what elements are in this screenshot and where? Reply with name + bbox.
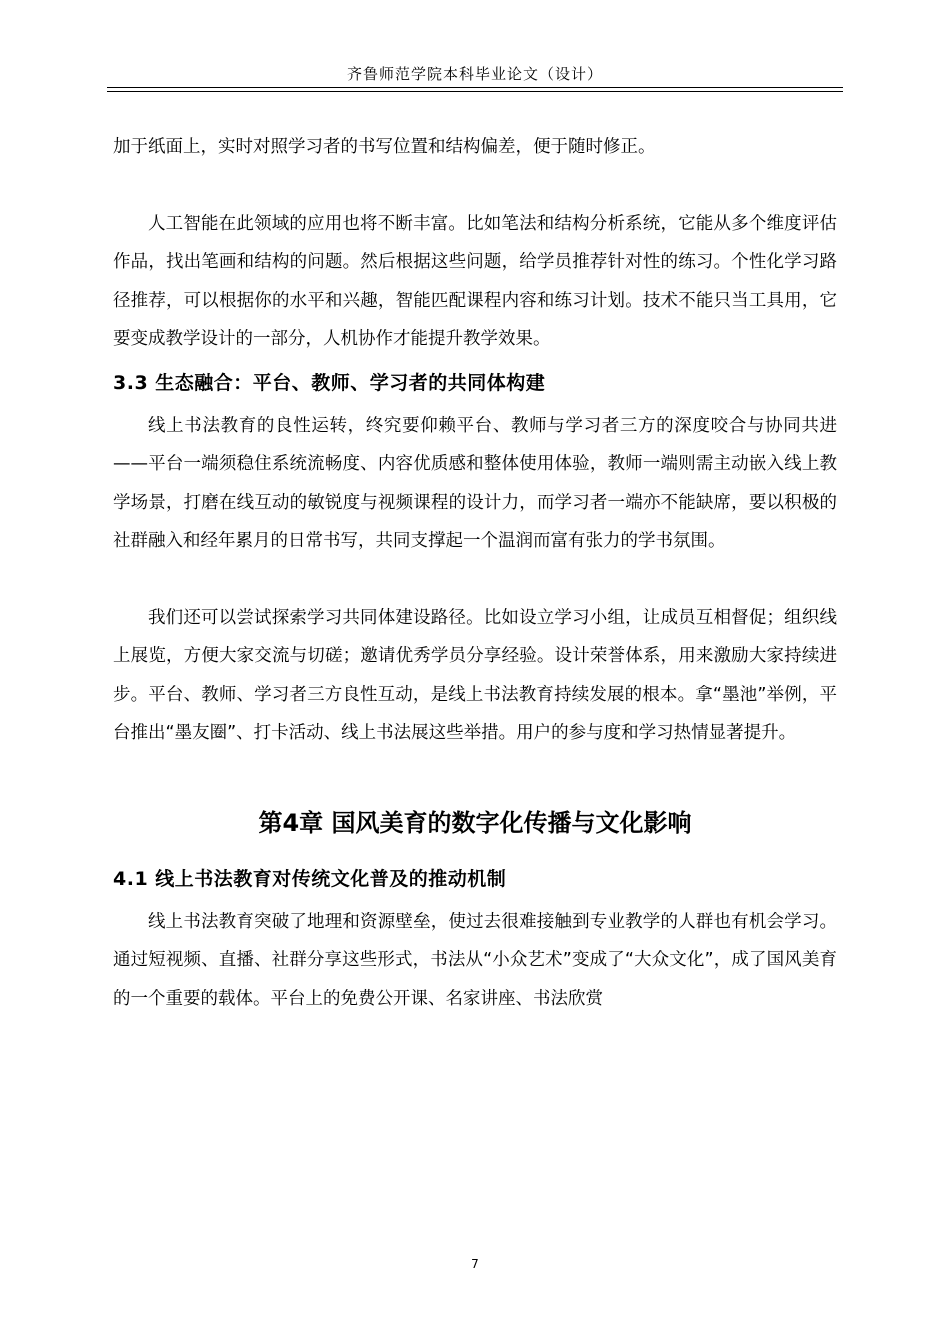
page-body — [113, 128, 837, 1018]
paragraph-ai-application: 人工智能在此领域的应用也将不断丰富。比如笔法和结构分析系统，它能从多个维度评估作品，找出笔画和结构的问题。然后根据这些问题，给学员推荐针对性的练习。个性化学习路径推荐，可以根据你的水平和兴趣，智能匹配课程内容和练习计划。技术不能只当工具用，它要变成教学设计的一部分，人机协作才能提升教学效果。 — [113, 213, 837, 349]
running-header: 齐鲁师范学院本科毕业论文（设计） — [346, 65, 603, 83]
section-heading-4-1: 4.1 线上书法教育对传统文化普及的推动机制 — [113, 867, 507, 890]
paragraph-gap — [113, 167, 837, 205]
paragraph-community: 我们还可以尝试探索学习共同体建设路径。比如设立学习小组，让成员互相督促；组织线上展览，方便大家交流与切磋；邀请优秀学员分享经验。设计荣誉体系，用来激励大家持续进步。平台、教师、学习者三方良性互动，是线上书法教育持续发展的根本。拿“墨池”举例，平台推出“墨友圈”、打卡活动、线上书法展这些举措。用户的参与度和学习热情显著提升。 — [113, 607, 837, 743]
paragraph-promotion-mechanism: 线上书法教育突破了地理和资源壁垒，使过去很难接触到专业教学的人群也有机会学习。通过短视频、直播、社群分享这些形式，书法从“小众艺术”变成了“大众文化”，成了国风美育的一个重要的载体。平台上的免费公开课、名家讲座、书法欣赏 — [113, 911, 837, 1009]
paragraph-continuation: 加于纸面上，实时对照学习者的书写位置和结构偏差，便于随时修正。 — [113, 137, 656, 157]
paragraph-ecosystem: 线上书法教育的良性运转，终究要仰赖平台、教师与学习者三方的深度咬合与协同共进——平台一端须稳住系统流畅度、内容优质感和整体使用体验，教师一端则需主动嵌入线上教学场景，打磨在线互动的敏锐度与视频课程的设计力，而学习者一端亦不能缺席，要以积极的社群融入和经年累月的日常书写，共同支撑起一个温润而富有张力的学书氛围。 — [113, 415, 837, 551]
header-rule-thin — [107, 91, 843, 92]
header-rule — [107, 87, 843, 88]
section-heading-3-3: 3.3 生态融合：平台、教师、学习者的共同体构建 — [113, 371, 546, 394]
page-number: 7 — [471, 1257, 479, 1271]
paragraph-gap — [113, 561, 837, 599]
chapter-heading-4: 第4章 国风美育的数字化传播与文化影响 — [258, 808, 692, 837]
